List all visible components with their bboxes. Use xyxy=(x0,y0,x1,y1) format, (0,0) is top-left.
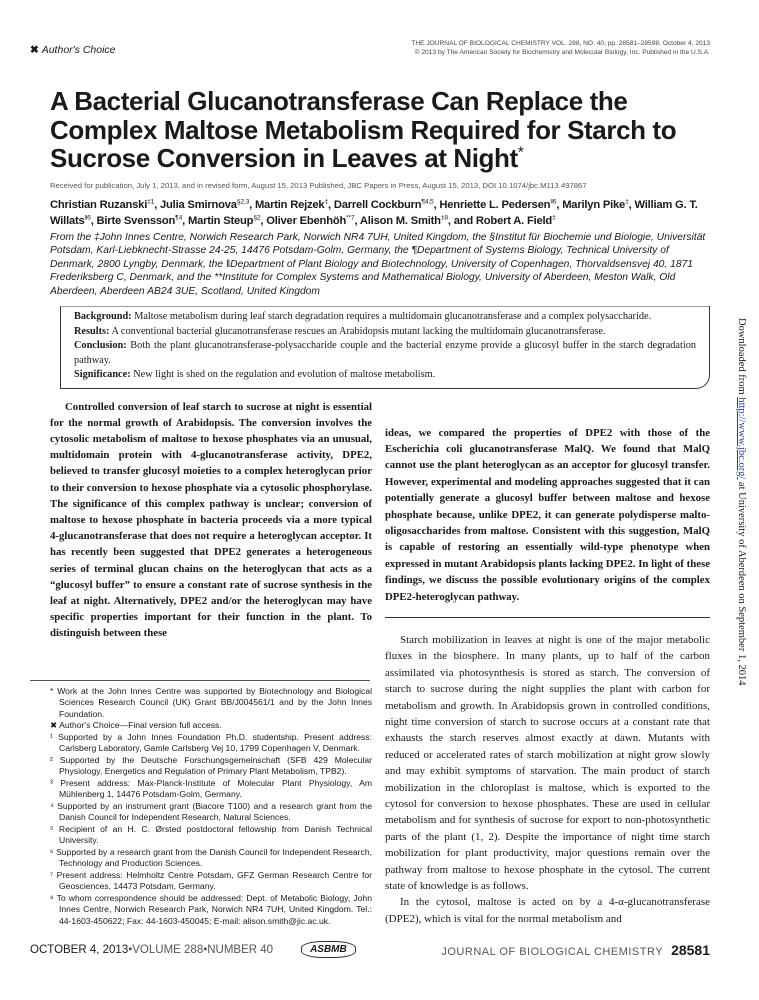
received-line: Received for publication, July 1, 2013, and in revised form, August 15, 2013 Published, JBC Papers in Press, August 15, 2013, DOI 10.1074/jbc.M113.497867 xyxy=(50,180,587,190)
structured-abstract: Background: Maltose metabolism during leaf starch degradation requires a multidomain glucanotransferase and a complex polysaccharide. Results: A conventional bacterial glucanotransferase rescues an Arabidopsis mutant lacking the multidomain glucanotransferase. Conclusion: Both the plant glucanotransferase-polysaccharide couple and the bacterial enzyme provide a glucosyl buffer in the starch degradation pathway. Significance: New light is shed on the regulation and evolution of maltose metabolism. xyxy=(60,306,710,389)
body-text: Starch mobilization in leaves at night is one of the major metabolic fluxes in the biosphere. In many plants, up to half of the carbon assimilated via photosynthesis is stored as starch. The conversion of starch to sucrose during the night supplies the plant with carbon for metabolism and growth. In Arabidopsis grown in controlled conditions, night time conversion of starch to sucrose occurs at a constant rate that exhausts the starch reserves almost exactly at dawn. Mutants with reduced or accelerated rates of starch mobilization at night grow slowly and may exhibit symptoms of starvation. The main product of starch mobilization in the chloroplast is maltose, which is exported to the cytosol for conversion to hexose phosphates. These are used in cellular metabolism and for synthesis of sucrose for export to non-photosynthetic parts of the plant (1, 2). Despite the importance of night time starch mobilization for plant productivity, major questions remain over the pathway from maltose to hexose phosphate in the cytosol. The current state of knowledge is as follows. In the cytosol, maltose is acted on by a 4-α-glucanotransferase (DPE2), which is vital for the normal metabolism and xyxy=(385,633,710,925)
page-footer xyxy=(30,941,710,958)
two-column-body xyxy=(50,399,710,928)
footnote: ⁶ Supported by a research grant from the Danish Council for Independent Research, Technology and Production Sciences. xyxy=(50,846,372,869)
author: Alison M. Smith$^{\ddagger 8}$ xyxy=(359,213,448,227)
author: and Robert A. Field‡ xyxy=(453,213,556,227)
author-list: Christian Ruzanski$^{\ddagger 1}$, Julia Smirnova$^{\S 2,3}$, Martin Rejzek‡, Darrell Cockburn$^{\P 4,5}$, Henriette L. Pedersen$^{‖6}$, Marilyn Pike‡, William G. T. Willats$^{‖6}$, Birte Svensson$^{\P 4}$, Martin Steup$^{\S 2}$, Oliver Ebenhöh$^{**7}$, Alison M. Smith$^{\ddagger 8}$, and Robert A. Field‡ xyxy=(50,197,698,227)
author: Martin Steup$^{\S 2}$ xyxy=(187,213,261,227)
author: Darrell Cockburn$^{\P 4,5}$ xyxy=(333,197,434,211)
article-main xyxy=(30,87,710,927)
author: Oliver Ebenhöh$^{**7}$ xyxy=(266,213,355,227)
article-title: A Bacterial Glucanotransferase Can Replace the Complex Maltose Metabolism Required for Starch to Sucrose Conversion in Leaves at Night* xyxy=(50,86,677,173)
jbc-link[interactable]: http://www.jbc.org/ xyxy=(736,397,747,480)
top-header xyxy=(30,40,710,57)
footer-left-group xyxy=(30,941,356,958)
footnote-block xyxy=(50,666,372,928)
download-note: Downloaded from http://www.jbc.org/ at University of Aberdeen on September 1, 2014 xyxy=(736,318,747,686)
author: Henriette L. Pedersen$^{‖6}$ xyxy=(439,197,557,211)
footnote: ⁸ To whom correspondence should be addressed: Dept. of Metabolic Biology, John Innes Centre, Norwich Research Park, Norwich NR4 7UH, United Kingdom. Tel.: 44-1603-450622; Fax: 44-1603-450045; E-mail: alison.smith@jic.ac.uk. xyxy=(50,892,372,926)
footer-issue: OCTOBER 4, 2013•VOLUME 288•NUMBER 40 xyxy=(30,943,274,956)
author: Julia Smirnova$^{\S 2,3}$ xyxy=(160,197,250,211)
footnote: ⁵ Recipient of an H. C. Ørsted postdoctoral fellowship from Danish Technical University. xyxy=(50,823,372,846)
authors-choice-label: ✖ Author's Choice xyxy=(30,44,116,56)
footnote: ² Supported by the Deutsche Forschungsgemeinschaft (SFB 429 Molecular Physiology, Energetics and Regulation of Primary Plant Metabolism, TPB2). xyxy=(50,754,372,777)
summary-left: Controlled conversion of leaf starch to sucrose at night is essential for the normal growth of Arabidopsis. The conversion involves the cytosolic metabolism of maltose to hexose phosphates via an unusual, multidomain protein with 4-glucanotransferase activity, DPE2, believed to transfer glucosyl moieties to a complex heteroglycan prior to their conversion to hexose phosphate via a cytosolic phosphorylase. The significance of this complex pathway is unclear; conversion of maltose to hexose phosphate in bacteria proceeds via a more typical 4-glucanotransferase that does not require a heteroglycan acceptor. It has recently been suggested that DPE2 generates a heterogeneous series of terminal glucan chains on the heteroglycan that acts as a “glucosyl buffer” to ensure a constant rate of sucrose synthesis in the leaf at night. Alternatively, DPE2 and/or the heteroglycan may have specific properties important for their function in the plant. To distinguish between these xyxy=(50,400,372,640)
author: Marilyn Pike‡ xyxy=(562,197,629,211)
left-column xyxy=(50,399,372,928)
author: Martin Rejzek‡ xyxy=(254,197,329,211)
right-column xyxy=(385,399,710,928)
footnote: ✖ Author's Choice—Final version full access. xyxy=(50,720,222,731)
affiliations: From the ‡John Innes Centre, Norwich Research Park, Norwich NR4 7UH, United Kingdom, the §Institut für Biochemie und Biologie, Universität Potsdam, Karl-Liebknecht-Strasse 24-25, 14476 Potsdam-Golm, Germany, the ¶Department of Systems Biology, Technical University of Denmark, 2800 Lyngby, Denmark, the ‖Department of Plant Biology and Biotechnology, University of Copenhagen, Thorvaldsensvej 40, 1871 Frederiksberg C, Denmark, and the **Institute for Complex Systems and Mathematical Biology, University of Aberdeen, Meston Walk, Old Aberdeen, Aberdeen AB24 3UE, Scotland, United Kingdom xyxy=(50,231,706,297)
author: Christian Ruzanski$^{\ddagger 1}$ xyxy=(50,197,155,211)
summary-right: ideas, we compared the properties of DPE2 with those of the Escherichia coli glucanotransferase MalQ. We found that MalQ cannot use the plant heteroglycan as an acceptor for glucosyl transfer. However, experimental and modeling approaches suggested that it can potentially generate a glucosyl buffer between maltose and hexose phosphate because, unlike DPE2, it can generate polydisperse malto-oligosaccharides from maltose. Consistent with this suggestion, MalQ is capable of restoring an essentially wild-type phenotype when expressed in mutant Arabidopsis plants lacking DPE2. In light of these findings, we discuss the possible evolutionary origins of the complex DPE2-heteroglycan pathway. xyxy=(385,426,710,603)
footnote: ³ Present address: Max-Planck-Institute of Molecular Plant Physiology, Am Mühlenberg 1, 14476 Potsdam-Golm, Germany. xyxy=(50,777,372,800)
summary-divider xyxy=(385,617,710,618)
footnote: ⁷ Present address: Helmholtz Centre Potsdam, GFZ German Research Centre for Geosciences, 14473 Potsdam, Germany. xyxy=(50,869,372,892)
cross-icon: ✖ xyxy=(30,44,42,56)
author: William G. T. Willats$^{‖6}$ xyxy=(50,198,698,227)
page-number: 28581 xyxy=(671,941,710,958)
author: Birte Svensson$^{\P 4}$ xyxy=(96,213,183,227)
journal-header: THE JOURNAL OF BIOLOGICAL CHEMISTRY VOL. 288, NO. 40, pp. 28581–28598, October 4, 2013 © 2013 by The American Society for Biochemistry and Molecular Biology, Inc. Published in the U.S.A. xyxy=(411,40,710,56)
footnote: * Work at the John Innes Centre was supported by Biotechnology and Biological Sciences Research Council (UK) Grant BB/J004561/1 and by the John Innes Foundation. xyxy=(50,685,372,719)
asbmb-logo: ASBMB xyxy=(301,941,356,958)
footer-journal: JOURNAL OF BIOLOGICAL CHEMISTRY 28581 xyxy=(441,941,710,958)
footnote: ⁴ Supported by an instrument grant (Biacore T100) and a research grant from the Danish Council for Independent Research, Natural Sciences. xyxy=(50,800,372,823)
footnotes xyxy=(50,686,372,928)
footnote: ¹ Supported by a John Innes Foundation Ph.D. studentship. Present address: Carlsberg Laboratory, Gamle Carlsberg Vej 10, 1799 Copenhagen V, Denmark. xyxy=(50,731,372,754)
footnote-divider xyxy=(30,680,370,681)
